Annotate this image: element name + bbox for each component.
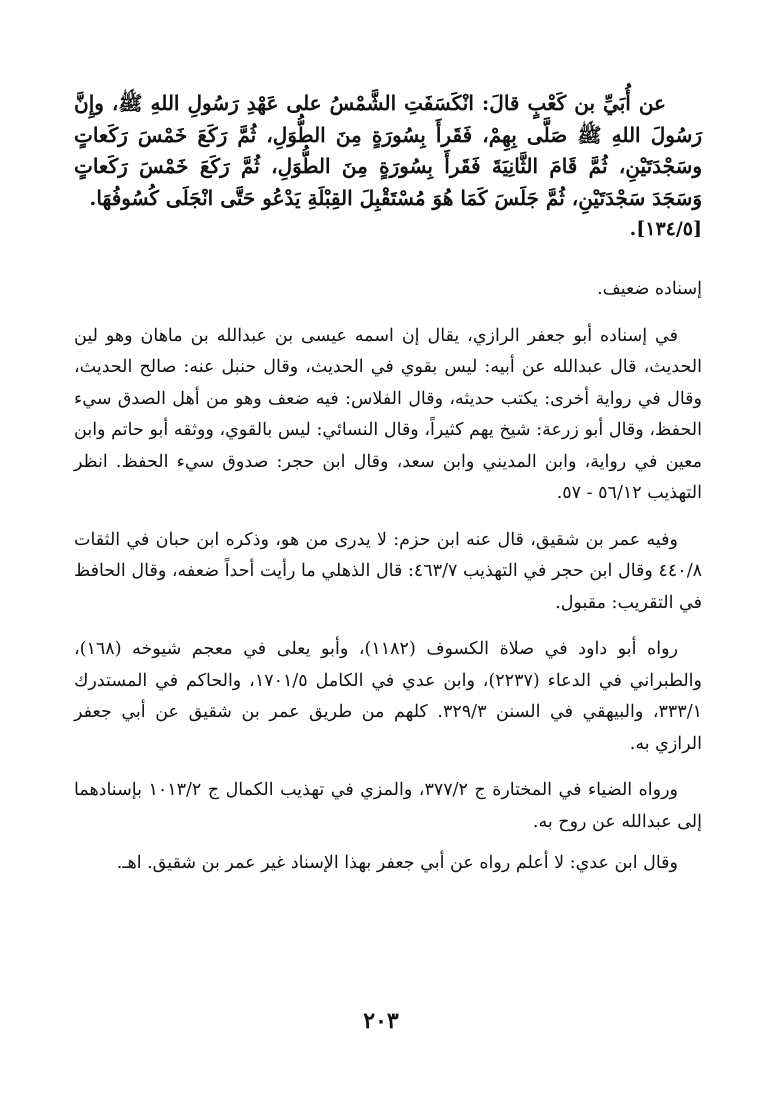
narrator-umar-paragraph: وفيه عمر بن شقيق، قال عنه ابن حزم: لا يدرى من هو، وذكره ابن حبان في الثقات ٤٤٠/٨ وقال ابن حجر في التهذيب ٤٦٣/٧: قال الذهلي ما رأيت أحداً ضعفه، وقال الحافظ في التقريب: مقبول. [74, 529, 702, 613]
takhrij-paragraph: رواه أبو داود في صلاة الكسوف (١١٨٢)، وأبو يعلى في معجم شيوخه (١٦٨)، والطبراني في الدعاء (٢٢٣٧)، وابن عدي في الكامل ١٧٠١/٥، والحاكم في المستدرك ٣٣٣/١، والبيهقي في السنن ٣٢٩/٣. كلهم من طريق عمر بن شقيق عن أبي جعفر الرازي به. [74, 639, 702, 754]
page-number: ٢٠٣ [363, 1008, 399, 1034]
additional-sources-paragraph: ورواه الضياء في المختارة ج ٣٧٧/٢، والمزي في تهذيب الكمال ج ١٠١٣/٢ بإسنادهما إلى عبدالله عن روح به. [74, 780, 702, 832]
narrator-abu-jafar-paragraph: في إسناده أبو جعفر الرازي، يقال إن اسمه عيسى بن عبدالله بن ماهان وهو لين الحديث، قال عبدالله عن أبيه: ليس بقوي في الحديث، وقال حنبل عنه: صالح الحديث، وقال في رواية أخرى: يكتب حديثه، وقال الفلاس: فيه ضعف وهو من أهل الصدق سيء الحفظ، وقال أبو زرعة: شيخ يهم كثيراً، وقال النسائي: ليس بالقوي، ووثقه أبو حاتم وابن معين في رواية، وابن المديني وابن سعد، وقال ابن حجر: صدوق سيء الحفظ. انظر التهذيب ٥٦/١٢ - ٥٧. [74, 325, 702, 503]
hadith-text: عن أُبَيِّ بن كَعْبٍ قالَ: انْكَسَفَتِ الشَّمْسُ على عَهْدِ رَسُولِ اللهِ ﷺ، وإِنَّ رَسُولَ اللهِ ﷺ صَلَّى بِهِمْ، فَقَرأَ بِسُورَةٍ مِنَ الطُّوَلِ، ثُمَّ رَكَعَ خَمْسَ رَكَعاتٍ وسَجْدَتَيْنِ، ثُمَّ قَامَ الثَّانِيَةَ فَقَرأَ بِسُورَةٍ مِنَ الطُّوَلِ، ثُمَّ رَكَعَ خَمْسَ رَكَعاتٍ وَسَجَدَ سَجْدَتَيْنِ، ثُمَّ جَلَسَ كَمَا هُوَ مُسْتَقْبِلَ القِبْلَةِ يَدْعُو حَتَّى انْجَلَى كُسُوفُهَا. [74, 91, 702, 210]
ibn-adi-comment-paragraph: وقال ابن عدي: لا أعلم رواه عن أبي جعفر بهذا الإسناد غير عمر بن شقيق. اهـ. [116, 853, 678, 873]
hadith-reference: [١٣٤/٥]. [629, 218, 702, 240]
page-content [74, 88, 702, 880]
isnad-verdict: إسناده ضعيف. [597, 279, 702, 299]
